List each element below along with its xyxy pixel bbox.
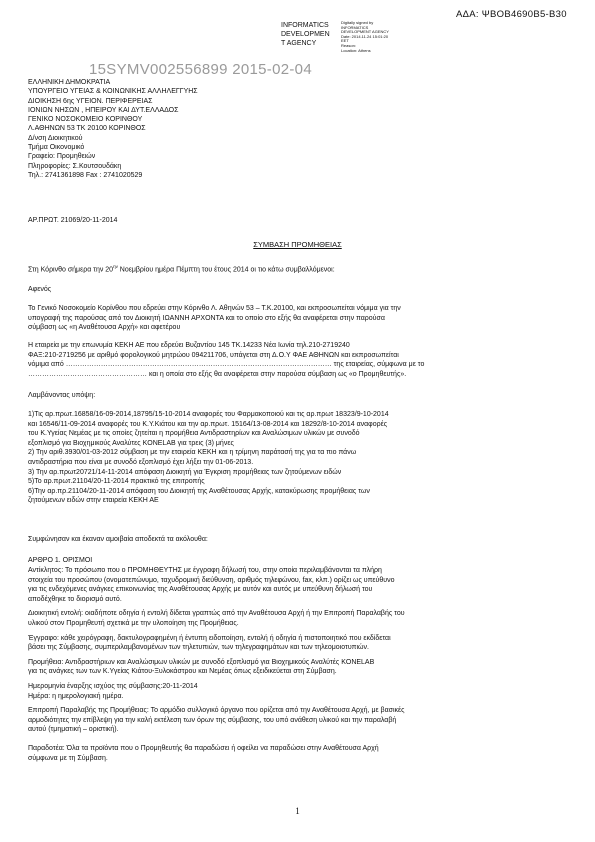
consideration-line: 6)Την αρ.πρ.21104/20-11-2014 απόφαση του Διοικητή της Αναθέτουσας Αρχής, κατακύρωσης προμήθειας των [28,487,370,495]
considering-label: Λαμβάνοντας υπόψη: [28,392,96,399]
intro-after: Νοεμβρίου ημέρα Πέμπτη του έτους 2014 οι τιο κάτω συμβαλλόμενοι: [117,266,335,274]
consideration-line: εξοπλισμό για Βιοχημικούς Αναλύτες KONELAB για τρεις (3) μήνες [28,439,234,447]
header-line: Τηλ.: 2741361898 Fax : 2741020529 [28,171,143,179]
definition-line: υλικού στον Προμηθευτή σχετικά με την υλοποίηση της Προμήθειας. [28,619,239,627]
definition-item [28,692,568,702]
agreed-statement: Συμφώνησαν και έκαναν αμοιβαία αποδεκτά τα ακόλουθα: [28,536,208,543]
signature-detail: INFORMATICS [341,24,369,30]
header-line: ΥΠΟΥΡΓΕΙΟ ΥΓΕΙΑΣ & ΚΟΙΝΩΝΙΚΗΣ ΑΛΛΗΛΕΓΓΥΗΣ [28,88,198,96]
definition-line: για τις ανάγκες των των Κ.Υγείας Κιάτου-Ξυλοκάστρου και Νεμέας όπως εξειδικεύεται στη Σύμβαση. [28,668,337,676]
party-hospital-line: υπογραφή της παρούσας από τον Διοικητή ΙΩΑΝΝΗ ΑΡΧΟΝΤΑ και το οποίο στο εξής θα αναφέρεται στην παρούσα [28,314,385,322]
signature-detail: Location: Athens [341,47,371,53]
consideration-line: 2) Την αριθ.3930/01-03-2012 σύμβαση με την εταιρεία ΚΕΚΗ και η τρίμηνη παράτασή της για τα πιο πάνω [28,449,357,457]
signature-org-line: T AGENCY [281,40,317,47]
definition-item [28,682,568,692]
signature-org [281,21,341,48]
party-supplier-line: …………………………………………… και η οποία στο εξής θα αναφέρεται στην παρούσα σύμβαση ως «ο Προμηθευτής». [28,370,407,378]
party-supplier-line: Η εταιρεία με την επωνυμία ΚΕΚΗ ΑΕ που εδρεύει Βυζαντίου 145 ΤΚ.14233 Νέα Ιωνία τηλ.210-2719240 [28,342,350,349]
header-line: ΕΛΛΗΝΙΚΗ ΔΗΜΟΚΡΑΤΙΑ [28,79,111,86]
intro-before: Στη Κόρινθο σήμερα την 20 [28,266,114,274]
definition-line: βάσει της Σύμβασης, συμπεριλαμβανομένων των τηλετυπιών, των τηλεγραφημάτων και των τηλεομοιοτυπιών. [28,644,369,652]
definition-line: Επιτροπή Παραλαβής της Προμήθειας: Το αρμόδιο συλλογικό όργανο που ορίζεται από την Αναθέτουσα Αρχή, με βασικές [28,707,405,715]
intro-superscript: ην [113,264,118,269]
definition-item [28,744,568,763]
party-hospital-line: Το Γενικό Νοσοκομείο Κορίνθου που εδρεύει στην Κόρινθο Λ. Αθηνών 53 – Τ.Κ.20100, και εκπροσωπείται νόμιμα για την [28,305,401,312]
definition-line: Προμήθεια: Αντιδραστήριων και Αναλώσιμων υλικών με συνοδό εξοπλισμό για Βιοχημικούς Αναλύτές KONELAB [28,658,375,666]
signature-detail: DEVELOPMENT AGENCY [341,29,389,35]
consideration-item [28,477,568,487]
afenos-label: Αφενός [28,286,52,293]
definition-item [28,566,568,604]
definition-item [28,634,568,653]
signature-org-line: DEVELOPMEN [281,31,330,38]
party-hospital-line: σύμβαση ως «η Αναθέτουσα Αρχή» και αφετέρου [28,324,181,332]
header-line: ΓΕΝΙΚΟ ΝΟΣΟΚΟΜΕΙΟ ΚΟΡΙΝΘΟΥ [28,116,143,124]
consideration-item [28,448,568,467]
definition-line: στοιχεία του προσώπου (ονοματεπώνυμο, ταχυδρομική διεύθυνση, αριθμός τηλεφώνου, fax, κλπ.) ορίζει ως υπεύθυνο [28,576,395,584]
consideration-line: του Κ.Υγείας Νεμέας με τις οποίες ζητείται η προμήθεια Αντιδραστηρίων και Αναλώσιμων υλικών με συνοδό [28,430,360,438]
party-supplier-line: νόμιμα από …………………………………………………………………………………………………… της εταιρείας, σύμφωνα με το [28,361,425,369]
consideration-item [28,487,568,506]
signature-detail: Reason: [341,42,356,48]
definition-item [28,658,568,677]
ada-code: ΑΔΑ: ΨΒΟΒ4690Β5-Β30 [456,9,567,20]
definition-item [28,609,568,628]
definition-line: για τις ενδεχόμενες ανάγκες επικοινωνίας της Αναθέτουσας Αρχής με αυτόν και αυτός με υπεύθυνη δήλωσή του [28,586,373,594]
registry-watermark: 15SYMV002556899 2015-02-04 [89,61,312,78]
definition-line: αρμοδιότητες την επίβλεψη για την καλή εκτέλεση των όρων της σύμβασης, του υπό ανάθεση υλικού και την παραλαβή [28,716,397,724]
document-title-text: ΣΥΜΒΑΣΗ ΠΡΟΜΗΘΕΙΑΣ [253,240,342,249]
header-line: Δ/νση Διοικητικού [28,134,83,142]
consideration-item [28,468,568,478]
signature-details [341,21,411,53]
consideration-line: ζητούμενων ειδών στην εταιρεία ΚΕΚΗ ΑΕ [28,497,159,505]
party-supplier [28,341,568,379]
header-line: ΔΙΟΙΚΗΣΗ 6ης ΥΓΕΙΟΝ. ΠΕΡΙΦΕΡΕΙΑΣ [28,97,153,105]
definition-line: Παραδοτέα: Όλα τα προϊόντα που ο Προμηθευτής θα παραδώσει ή οφείλει να παραδώσει στην Αναθέτουσα Αρχή [28,744,379,752]
consideration-line: αντιδραστήρια που είναι με συνοδό εξοπλισμό έχει λήξει την 01-06-2013. [28,458,254,466]
consideration-item [28,410,568,448]
consideration-line: 5)Το αρ.πρωτ.21104/20-11-2014 πρακτικό της επιτροπής [28,478,205,486]
issuer-header [28,78,198,180]
article-title: ΑΡΘΡΟ 1. ΟΡΙΣΜΟΙ [28,557,93,564]
protocol-number: ΑΡ.ΠΡΩΤ. 21069/20-11-2014 [28,217,118,224]
definition-line: σύμφωνα με τη Σύμβαση. [28,754,108,762]
definition-line: Ημερομηνία έναρξης ισχύος της σύμβασης:20-11-2014 [28,682,198,690]
header-line: Τμήμα Οικονομικό [28,144,85,152]
consideration-line: 3) Την αρ.πρωτ20721/14-11-2014 απόφαση Διοικητή για Έγκριση προμήθειας των ζητούμενων ειδών [28,468,342,476]
definition-line: Ημέρα: η ημερολογιακή ημέρα. [28,692,124,700]
document-title [0,240,595,249]
definition-item [28,706,568,735]
signature-detail: Digitally signed by [341,20,374,25]
definition-line: Έγγραφο: κάθε χειρόγραφη, δακτυλογραφημένη ή έντυπη ειδοποίηση, εντολή ή οδηγία ή πιστοποιητικό που εκδίδεται [28,634,391,642]
considerations-list [28,410,568,506]
definition-line: αποδέχθηκε το διορισμό αυτό. [28,595,122,603]
definition-line: Αντίκλητος: Το πρόσωπο που ο ΠΡΟΜΗΘΕΥΤΗΣ με έγγραφη δήλωσή του, στην οποία περιλαμβάνονται τα πλήρη [28,567,382,574]
definition-line: αυτού (τμηματική – οριστική). [28,726,119,734]
page-number: 1 [295,806,300,816]
consideration-line: 1)Τις αρ.πρωτ.16858/16-09-2014,18795/15-10-2014 αναφορές του Φαρμακοποιού και τις αρ.πρωτ 18323/9-10-2014 [28,411,389,418]
header-line: Λ.ΑΘΗΝΩΝ 53 ΤΚ 20100 ΚΟΡΙΝΘΟΣ [28,125,146,133]
consideration-line: και 16546/11-09-2014 αναφορές του Κ.Υ.Κιάτου και την αρ.πρωτ. 15164/13-08-2014 και 18292/8-10-2014 αναφορές [28,420,388,428]
party-hospital [28,304,568,333]
intro-line [28,264,335,273]
signature-detail: Date: 2014.11.24 15:01:20 [341,33,389,39]
header-line: ΙΟΝΙΩΝ ΝΗΣΩΝ , ΗΠΕΙΡΟΥ ΚΑΙ ΔΥΤ.ΕΛΛΑΔΟΣ [28,106,179,114]
signature-org-line: INFORMATICS [281,22,329,29]
definitions-block [28,566,568,763]
header-line: Πληροφορίες: Σ.Κουτσουδάκη [28,162,122,170]
definition-line: Διοικητική εντολή: οιαδήποτε οδηγία ή εντολή δίδεται γραπτώς από την Αναθέτουσα Αρχή ή την Επιτροπή Παραλαβής του [28,610,405,618]
party-supplier-line: ΦΑΞ:210-2719256 με αριθμό φορολογικού μητρώου 094211706, υπάγεται στη Δ.Ο.Υ ΦΑΕ ΑΘΗΝΩΝ και εκπροσωπείται [28,351,399,359]
signature-detail: EET [341,38,349,44]
header-line: Γραφείο: Προμηθειών [28,153,96,161]
